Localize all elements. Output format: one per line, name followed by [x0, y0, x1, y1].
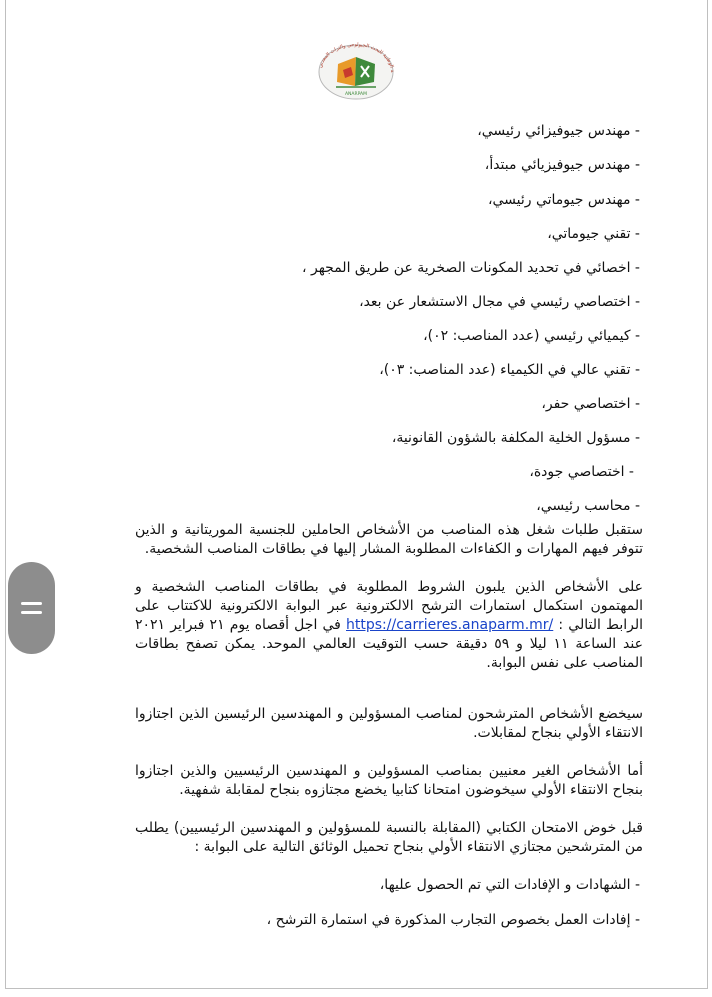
document-item: - الشهادات و الإفادات التي تم الحصول عليها، — [379, 877, 640, 893]
organization-logo — [311, 42, 401, 102]
document-item: - إفادات العمل بخصوص التجارب المذكورة في استمارة الترشح ، — [266, 912, 640, 928]
list-item: - اختصاصي جودة، — [529, 464, 634, 480]
paragraph-application-text-1: على الأشخاص الذين يلبون الشروط المطلوبة في بطاقات المناصب الشخصية و المهتمون استكمال استمارات الترشح الالكترونية عبر البوابة الالكترونية للاكتتاب على الرابط التالي : — [135, 579, 643, 633]
portal-link[interactable]: https://carrieres.anaparm.mr/ — [346, 617, 554, 633]
paragraph-written-exam: أما الأشخاص الغير معنيين بمناصب المسؤولين و المهندسين الرئيسيين والذين اجتازوا بنجاح الانتقاء الأولي سيخوضون امتحانا كتابيا يخضع مجتازوه بنجاح لمقابلة شفهية. — [135, 763, 643, 798]
paragraph-eligibility: ستقبل طلبات شغل هذه المناصب من الأشخاص الحاملين للجنسية الموريتانية و الذين تتوفر فيهم المهارات و الكفاءات المطلوبة المشار إليها في بطاقات المناصب الشخصية. — [135, 522, 643, 557]
list-item: - اختصاصي حفر، — [541, 396, 640, 412]
paragraph-interviews: سيخضع الأشخاص المترشحون لمناصب المسؤولين و المهندسين الرئيسين الذين اجتازوا الانتقاء الأولي بنجاح لمقابلات. — [135, 706, 643, 741]
list-item: - تقني عالي في الكيمياء (عدد المناصب: ٠٣)، — [379, 362, 640, 378]
list-item: - مهندس جيوفيزيائي مبتدأ، — [484, 157, 640, 173]
paragraph-documents: قبل خوض الامتحان الكتابي (المقابلة بالنسبة للمسؤولين و المهندسين الرئيسيين) يطلب من المترشحين مجتازي الانتقاء الأولي بنجاح تحميل الوثائق التالية على البوابة : — [135, 820, 643, 855]
list-item: - اختصاصي رئيسي في مجال الاستشعار عن بعد، — [359, 294, 640, 310]
list-item: - تقني جيوماتي، — [547, 226, 640, 242]
logo-bottom-text: ANARPAM — [344, 92, 368, 97]
list-item: - اخصائي في تحديد المكونات الصخرية عن طريق المجهر ، — [302, 260, 640, 276]
list-item: - مهندس جيوماتي رئيسي، — [487, 192, 640, 208]
handle-bar — [21, 602, 42, 605]
list-item: - محاسب رئيسي، — [536, 498, 640, 514]
list-item: - كيميائي رئيسي (عدد المناصب: ٠٢)، — [423, 328, 640, 344]
handle-bar — [21, 611, 42, 614]
list-item: - مسؤول الخلية المكلفة بالشؤون القانونية، — [391, 430, 640, 446]
paragraph-application — [135, 578, 643, 673]
list-item: - مهندس جيوفيزائي رئيسي، — [477, 123, 640, 139]
drag-handle-icon[interactable] — [8, 562, 55, 654]
paragraph-application-text-2: في اجل أقصاه يوم ٢١ فبراير ٢٠٢١ عند الساعة ١١ ليلا و ٥٩ دقيقة حسب التوقيت العالمي الموحد. يمكن تصفح بطاقات المناصب على نفس البوابة. — [135, 617, 643, 671]
logo-top-text: ة الوطنية للبحث الجيولوجي والتراث المعدني — [317, 42, 396, 73]
